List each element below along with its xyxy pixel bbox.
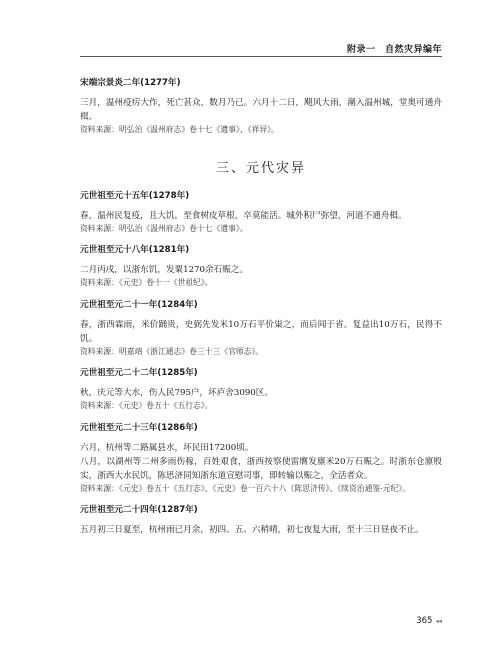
entry-text: 春，温州民复疫，且大饥，至食树皮草根，卒莫能活。城外积尸弥望，河道不通舟楫。 [80,210,407,221]
content-area [80,77,442,546]
entry-1277 [80,77,442,137]
entry-heading: 元世祖至元十八年(1281年) [80,245,190,255]
entry-text: 秋，庆元等大水，伤人民795户，坏庐舍3090区。 [80,388,273,398]
entry-text: 五月初三日夏至，杭州雨已月余，初四、五、六稍晴，初七夜复大雨，至十三日昼夜不止。 [80,525,424,535]
page-footer [416,616,442,626]
page-number: 365 [416,616,433,626]
entry-source: 资料来源：明弘治《温州府志》卷十七《遗事》、《祥异》。 [80,125,279,134]
entry-source: 资料来源：《元史》卷十一《世祖纪》。 [80,278,213,287]
entry-text-2: 八月，以湖州等二州多雨伤稼，百姓艰食，浙西按察使雷膺发廪米20万石赈之。时浙东仓廪殷实，浙西大水民饥，陈思济同知浙东道宣慰司事，即转输以赈之，全活者众。 [80,456,442,481]
entry-source: 资料来源：明嘉靖《浙江通志》卷三十三《官师志》。 [80,346,264,356]
entry-1281 [80,244,442,290]
entry-heading: 宋端宗景炎二年(1277年) [80,78,181,88]
entry-text: 六月，杭州等二路属县水，坏民田17200顷。 [80,442,254,453]
entry-1278 [80,190,442,236]
entry-source: 资料来源：《元史》卷五十《五行志》、《元史》卷一百六十八《陈思济传》、《续资治通鉴·元纪》。 [80,483,410,493]
page-mark: ◂◂ [435,617,442,625]
entry-1286 [80,422,442,496]
entry-heading: 元世祖至元十五年(1278年) [80,190,190,201]
entry-1284 [80,299,442,359]
entry-1287 [80,504,442,537]
entry-source: 资料来源：明弘治《温州府志》卷十七《遗事》。 [80,223,248,233]
entry-heading: 元世祖至元二十三年(1286年) [80,422,198,433]
entry-heading: 元世祖至元二十四年(1287年) [80,505,198,515]
running-head: 附录一 自然灾异编年 [346,45,442,55]
entry-1285 [80,367,442,413]
entry-source: 资料来源：《元史》卷五十《五行志》。 [80,401,213,410]
entry-text: 春，浙西霖雨，米价踊贵，史弼先发米10万石平价粜之，而后闻于省。复益出10万石，民得不饥。 [80,319,442,344]
entry-text: 三月，温州疫疠大作，死亡甚众，数月乃已。六月十二日，飓风大雨，潮入温州城，堂奥可通舟楫。 [80,98,442,122]
section-title: 三、元代灾异 [215,160,306,176]
entry-heading: 元世祖至元二十一年(1284年) [80,299,198,310]
entry-heading: 元世祖至元二十二年(1285年) [80,368,198,378]
entry-text: 二月丙戌，以浙东饥，发粟1270余石赈之。 [80,265,248,275]
header-rule [80,56,442,57]
